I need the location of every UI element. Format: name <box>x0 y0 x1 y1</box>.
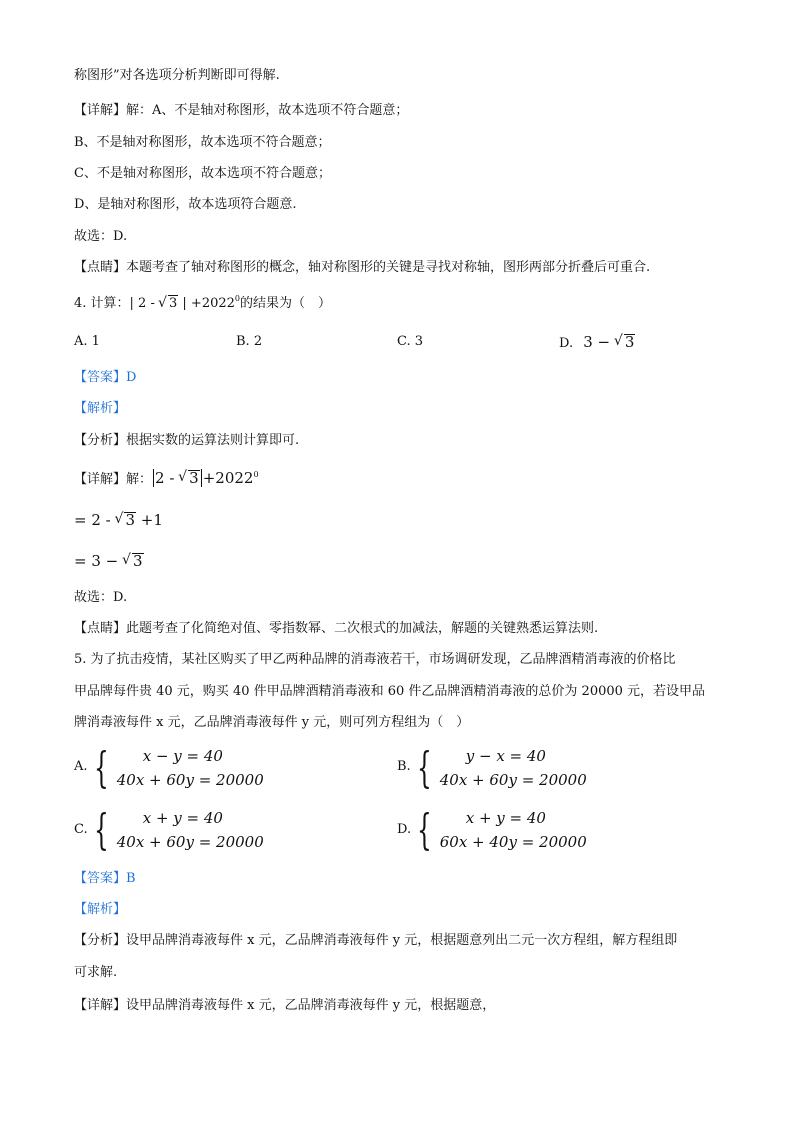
equation-system-d <box>411 806 587 854</box>
option-label: B. <box>397 759 411 774</box>
abs-bar-right <box>201 469 202 487</box>
step-post: +1 <box>136 511 163 529</box>
sqrt-expr: √ 3 <box>159 295 178 313</box>
question-4 <box>74 290 331 313</box>
equation: 40x + 60y = 20000 <box>439 771 587 789</box>
text-line: 【详解】设甲品牌消毒液每件 x 元，乙品牌消毒液每件 y 元，根据题意， <box>74 998 496 1013</box>
abs-left: | 2 - <box>129 296 159 311</box>
step-line <box>74 511 163 529</box>
text-line: 故选：D. <box>74 229 128 244</box>
text-line: 【详解】解：A、不是轴对称图形，故本选项不符合题意； <box>74 103 409 118</box>
exponent: 0 <box>253 470 259 479</box>
text-line: 【分析】根据实数的运算法则计算即可. <box>74 433 300 448</box>
power-base: +2022 <box>186 296 235 311</box>
text-line: D、是轴对称图形，故本选项符合题意. <box>74 197 297 212</box>
step-line <box>74 552 144 570</box>
option-d <box>559 333 635 353</box>
analysis-label: 【解析】 <box>74 902 127 917</box>
equation: x + y = 40 <box>465 809 546 827</box>
exponent: 0 <box>234 294 240 303</box>
question-prefix: 4. 计算： <box>74 296 130 311</box>
equation: y − x = 40 <box>465 747 546 765</box>
text-line: 【分析】设甲品牌消毒液每件 x 元，乙品牌消毒液每件 y 元，根据题意列出二元一次方程组，解方程组即 <box>74 933 678 948</box>
sqrt-expr: √ 3 <box>115 511 136 529</box>
text-line: 【点睛】此题考查了化简绝对值、零指数幂、二次根式的加减法，解题的关键熟悉运算法则. <box>74 621 599 636</box>
option-expr: 3 − <box>583 333 615 351</box>
option-label: A. <box>74 759 88 774</box>
text-line: C、不是轴对称图形，故本选项不符合题意； <box>74 166 331 181</box>
equation-system-c <box>88 806 264 854</box>
detail-power: +2022 <box>202 469 254 487</box>
brace-icon: { <box>94 805 109 854</box>
analysis-label: 【解析】 <box>74 401 127 416</box>
text-line: 称图形”对各选项分析判断即可得解. <box>74 68 280 83</box>
equation: 40x + 60y = 20000 <box>116 833 264 851</box>
option-label: D. <box>397 822 412 837</box>
equation-system-b <box>411 744 587 792</box>
equation: 60x + 40y = 20000 <box>439 833 587 851</box>
question-5-line: 牌消毒液每件 x 元，乙品牌消毒液每件 y 元，则可列方程组为（ ） <box>74 715 470 730</box>
equation: x + y = 40 <box>142 809 223 827</box>
step-pre: = 2 - <box>74 511 116 529</box>
equation: 40x + 60y = 20000 <box>116 771 264 789</box>
text-line: 可求解. <box>74 965 118 980</box>
brace-icon: { <box>417 743 432 792</box>
step-pre: = 3 − <box>74 552 123 570</box>
abs-bar-left <box>153 469 154 487</box>
option-b: B. 2 <box>236 334 263 349</box>
question-suffix: 的结果为（ ） <box>240 296 332 311</box>
sqrt-expr: √ 3 <box>123 552 144 570</box>
text-line: B、不是轴对称图形，故本选项不符合题意； <box>74 135 331 150</box>
text-line: 故选：D. <box>74 590 128 605</box>
question-5-line: 甲品牌每件贵 40 元，购买 40 件甲品牌酒精消毒液和 60 件乙品牌酒精消毒液的总价为 20000 元，若设甲品 <box>74 684 706 699</box>
abs-right: | <box>178 296 187 311</box>
option-label: D. <box>559 336 574 351</box>
option-label: C. <box>74 822 88 837</box>
text-line: 【点睛】本题考查了轴对称图形的概念，轴对称图形的关键是寻找对称轴，图形两部分折叠后可重合. <box>74 260 651 275</box>
question-5-line: 5. 为了抗击疫情，某社区购买了甲乙两种品牌的消毒液若干，市场调研发现，乙品牌酒精消毒液的价格比 <box>74 652 676 667</box>
sqrt-expr: √ 3 <box>179 469 200 487</box>
brace-icon: { <box>417 805 432 854</box>
detail-line <box>74 466 259 489</box>
answer-label: 【答案】B <box>74 871 136 886</box>
option-a: A. 1 <box>74 334 100 349</box>
answer-label: 【答案】D <box>74 370 137 385</box>
detail-term: 2 - <box>155 469 180 487</box>
equation-system-a <box>88 744 264 792</box>
equation: x − y = 40 <box>142 747 223 765</box>
detail-prefix: 【详解】解： <box>74 472 153 487</box>
option-c: C. 3 <box>397 334 424 349</box>
brace-icon: { <box>94 743 109 792</box>
sqrt-expr: √ 3 <box>615 333 636 351</box>
